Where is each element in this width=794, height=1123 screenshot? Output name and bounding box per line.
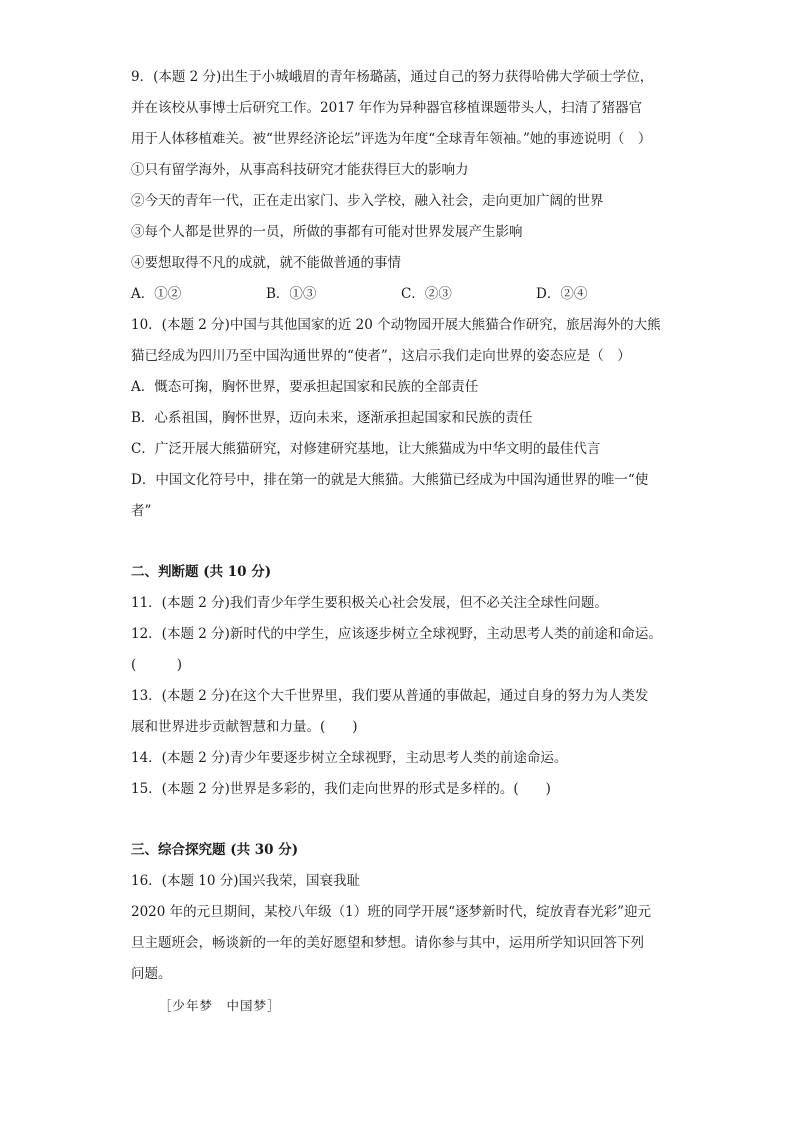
q10-line: 猫已经成为四川乃至中国沟通世界的“使者”，这启示我们走向世界的姿态应是（ ）	[131, 348, 631, 364]
q9-options	[131, 279, 671, 310]
q10-option-a[interactable]: A．慨态可掬，胸怀世界，要承担起国家和民族的全部责任	[131, 379, 479, 395]
q12: 12．(本题 2 分)新时代的中学生，应该逐步树立全球视野，主动思考人类的前途和命运。	[131, 626, 662, 642]
q15: 15．(本题 2 分)世界是多彩的，我们走向世界的形式是多样的。( )	[131, 781, 551, 797]
q10-option-d[interactable]: D．中国文化符号中，排在第一的就是大熊猫。大熊猫已经成为中国沟通世界的唯一“使	[131, 472, 649, 488]
exam-page	[131, 62, 671, 1021]
q16-line: 2020 年的元旦期间，某校八年级（1）班的同学开展“逐梦新时代，绽放青春光彩”迎元	[131, 904, 652, 920]
q9-option-a[interactable]: A．①②	[131, 286, 182, 302]
spacer	[131, 805, 671, 835]
q16-line: 旦主题班会，畅谈新的一年的美好愿望和梦想。请你参与其中，运用所学知识回答下列	[131, 935, 644, 951]
q10-option-c[interactable]: C．广泛开展大熊猫研究，对修建研究基地，让大熊猫成为中华文明的最佳代言	[131, 441, 601, 457]
q13: 13．(本题 2 分)在这个大千世界里，我们要从普通的事做起，通过自身的努力为人类发	[131, 688, 649, 704]
q12-answer-blank[interactable]: ( )	[131, 657, 183, 673]
q13-cont: 展和世界进步贡献智慧和力量。( )	[131, 719, 358, 735]
q9-statement: ④要想取得不凡的成就，就不能做普通的事情	[131, 255, 401, 271]
q10-option-d-cont: 者”	[131, 503, 152, 519]
q9-statement: ①只有留学海外，从事高科技研究才能获得巨大的影响力	[131, 162, 469, 178]
q10-line: 10．(本题 2 分)中国与其他国家的近 20 个动物园开展大熊猫合作研究，旅居海外的大熊	[131, 317, 661, 333]
q10-option-b[interactable]: B．心系祖国，胸怀世界，迈向未来，逐渐承担起国家和民族的责任	[131, 410, 533, 426]
q14: 14．(本题 2 分)青少年要逐步树立全球视野，主动思考人类的前途命运。	[131, 750, 568, 766]
q16-title: 16．(本题 10 分)国兴我荣，国衰我耻	[131, 873, 360, 889]
q9-option-d[interactable]: D．②④	[536, 286, 588, 302]
q9-statement: ③每个人都是世界的一员，所做的事都有可能对世界发展产生影响	[131, 224, 523, 240]
q11: 11．(本题 2 分)我们青少年学生要积极关心社会发展，但不必关注全球性问题。	[131, 595, 608, 611]
q9-statement: ②今天的青年一代，正在走出家门、步入学校，融入社会，走向更加广阔的世界	[131, 193, 604, 209]
spacer	[131, 527, 671, 557]
q9-option-b[interactable]: B．①③	[266, 286, 317, 302]
section-inquiry	[131, 835, 671, 1021]
q16-subheading: ［少年梦 中国梦］	[159, 998, 281, 1013]
q16-line: 问题。	[131, 966, 172, 982]
section-heading: 二、判断题 (共 10 分)	[131, 564, 272, 580]
question-10	[131, 310, 671, 527]
question-9	[131, 62, 671, 310]
q9-line: 用于人体移植难关。被“世界经济论坛”评选为年度“全球青年领袖。”她的事迹说明（ ）	[131, 131, 652, 147]
section-heading: 三、综合探究题 (共 30 分)	[131, 842, 299, 858]
q9-line: 并在该校从事博士后研究工作。2017 年作为异种器官移植课题带头人，扫清了猪器官	[131, 100, 643, 116]
section-true-false	[131, 557, 671, 805]
q9-option-c[interactable]: C．②③	[401, 286, 452, 302]
q9-line: 9．(本题 2 分)出生于小城峨眉的青年杨璐菡，通过自己的努力获得哈佛大学硕士学位，	[131, 69, 654, 85]
